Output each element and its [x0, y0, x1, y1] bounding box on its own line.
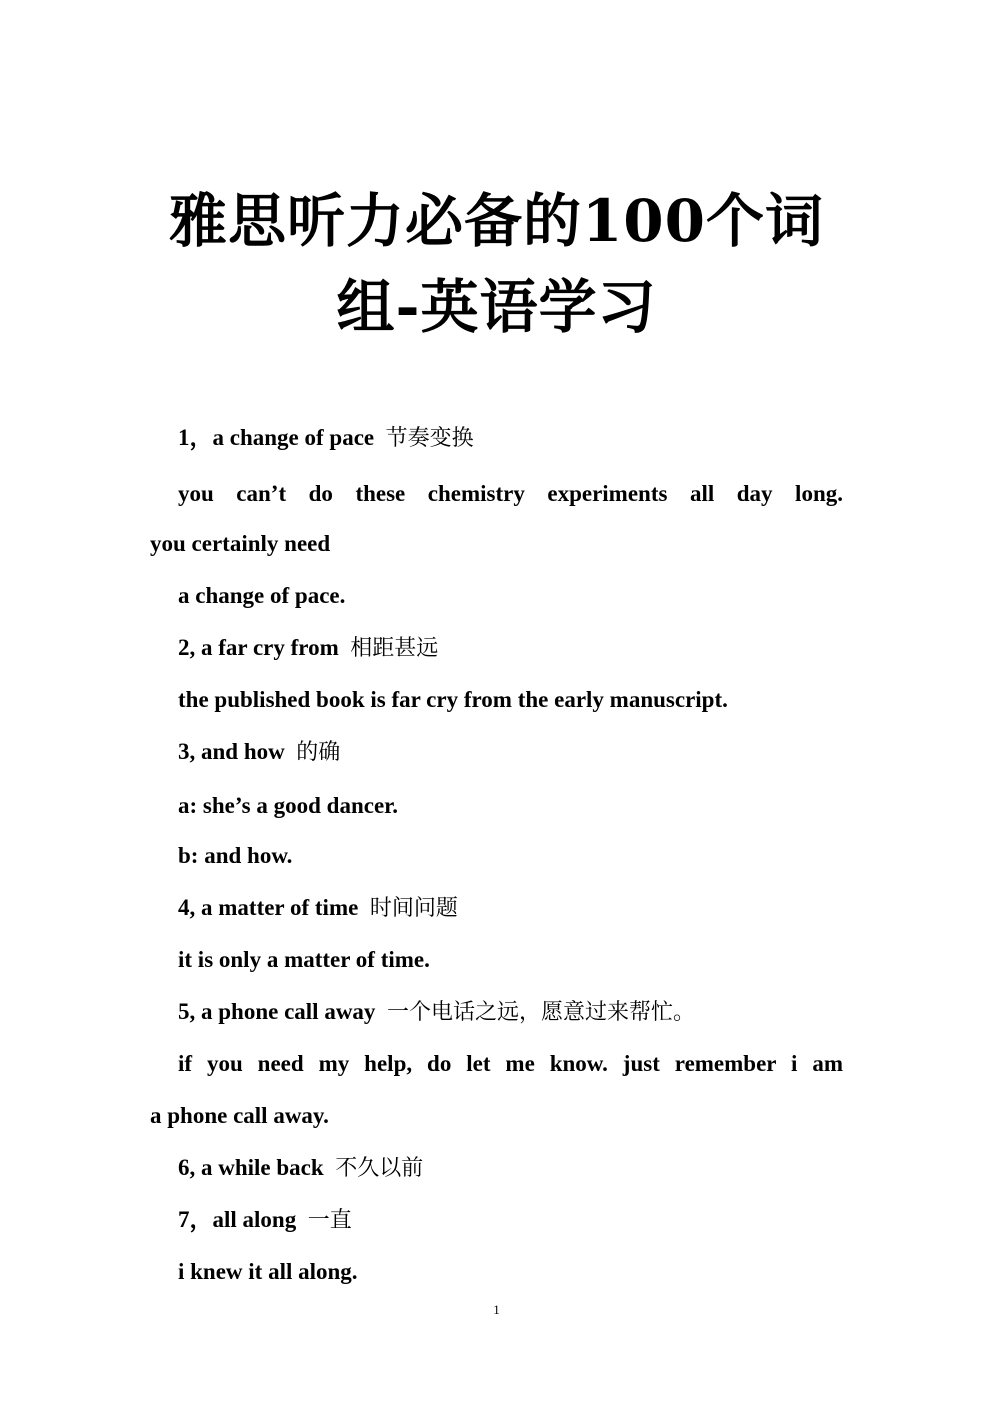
title-line-1: 雅思听力必备的100个词 [168, 187, 825, 255]
translation: 时间问题 [369, 896, 458, 921]
entry-heading-2 [178, 622, 438, 675]
translation: 一直 [307, 1208, 352, 1233]
phrase: 6, a while back [178, 1155, 324, 1180]
phrase: 4, a matter of time [178, 895, 359, 920]
example-line: a change of pace. [178, 583, 346, 608]
translation: 一个电话之远，愿意过来帮忙。 [386, 1000, 695, 1025]
example-line: it is only a matter of time. [178, 947, 430, 972]
phrase: 1，a change of pace [178, 425, 375, 450]
example-line: you certainly need [150, 531, 331, 556]
example-line: a: she’s a good dancer. [178, 793, 399, 818]
entry-heading-6 [178, 1142, 423, 1195]
example-line: you can’t do these chemistry experiments all day long. [178, 481, 843, 506]
phrase: 7，all along [178, 1207, 297, 1232]
entry-heading-5 [178, 986, 695, 1039]
page-title [100, 178, 893, 350]
phrase: 3, and how [178, 739, 285, 764]
phrase: 2, a far cry from [178, 635, 339, 660]
entry-heading-7 [178, 1194, 352, 1247]
example-line: b: and how. [178, 843, 293, 868]
entry-heading-3 [178, 726, 340, 779]
translation: 节奏变换 [385, 426, 474, 451]
title-line-2: 组-英语学习 [336, 273, 657, 341]
entry-heading-4 [178, 882, 458, 935]
example-line: the published book is far cry from the early manuscript. [178, 687, 728, 712]
example-line: i knew it all along. [178, 1259, 358, 1284]
translation: 不久以前 [335, 1156, 424, 1181]
example-line: a phone call away. [150, 1103, 329, 1128]
page-number: 1 [493, 1302, 500, 1317]
translation: 相距甚远 [350, 636, 439, 661]
translation: 的确 [296, 740, 341, 765]
entry-heading-1 [178, 412, 474, 465]
phrase: 5, a phone call away [178, 999, 376, 1024]
example-line: if you need my help, do let me know. just remember i am [178, 1051, 843, 1076]
